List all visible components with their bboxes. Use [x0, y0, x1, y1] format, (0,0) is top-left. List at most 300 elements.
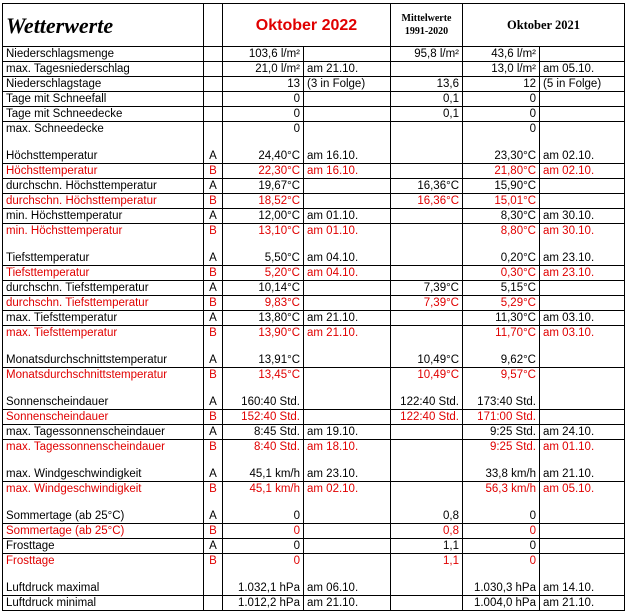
average-value [391, 149, 463, 164]
previous-note [540, 368, 625, 383]
row-label: Tiefsttemperatur [3, 251, 204, 266]
average-value [391, 326, 463, 341]
average-value [391, 122, 463, 137]
spacer-cell [391, 496, 463, 509]
spacer-row [3, 382, 625, 395]
row-label: Sommertage (ab 25°C) [3, 524, 204, 539]
spacer-cell [3, 238, 204, 251]
station-marker: B [204, 410, 223, 425]
average-value: 95,8 l/m² [391, 47, 463, 62]
spacer-cell [223, 568, 304, 581]
previous-note [540, 509, 625, 524]
previous-value: 0 [463, 524, 540, 539]
station-marker: A [204, 179, 223, 194]
data-row [3, 92, 625, 107]
station-marker: A [204, 395, 223, 410]
average-value [391, 164, 463, 179]
current-value: 1.032,1 hPa [223, 581, 304, 596]
row-label: Frosttage [3, 554, 204, 569]
spacer-cell [223, 496, 304, 509]
row-label: min. Höchsttemperatur [3, 224, 204, 239]
previous-value: 5,15°C [463, 281, 540, 296]
data-row [3, 77, 625, 92]
current-value: 8:40 Std. [223, 440, 304, 455]
previous-note: am 03.10. [540, 326, 625, 341]
spacer-cell [540, 496, 625, 509]
data-row [3, 482, 625, 497]
spacer-cell [463, 136, 540, 149]
previous-note [540, 410, 625, 425]
previous-note: am 02.10. [540, 149, 625, 164]
station-marker: B [204, 326, 223, 341]
current-note: am 01.10. [304, 209, 391, 224]
current-note: am 21.10. [304, 62, 391, 77]
previous-value: 15,90°C [463, 179, 540, 194]
previous-note [540, 554, 625, 569]
current-value: 9,83°C [223, 296, 304, 311]
previous-value: 33,8 km/h [463, 467, 540, 482]
header-station-cell [204, 4, 223, 47]
previous-value: 1.004,0 hPa [463, 596, 540, 611]
current-value: 21,0 l/m² [223, 62, 304, 77]
row-label: Tiefsttemperatur [3, 266, 204, 281]
spacer-cell [204, 238, 223, 251]
current-value: 103,6 l/m² [223, 47, 304, 62]
row-label: max. Tiefsttemperatur [3, 311, 204, 326]
spacer-cell [463, 238, 540, 251]
spacer-cell [304, 454, 391, 467]
current-value: 0 [223, 92, 304, 107]
spacer-cell [3, 340, 204, 353]
current-note: am 19.10. [304, 425, 391, 440]
previous-value: 12 [463, 77, 540, 92]
previous-value: 8,30°C [463, 209, 540, 224]
average-header-line2: 1991-2020 [404, 26, 449, 37]
average-value: 10,49°C [391, 368, 463, 383]
current-value: 19,67°C [223, 179, 304, 194]
station-marker: B [204, 164, 223, 179]
previous-note: am 05.10. [540, 482, 625, 497]
current-note [304, 296, 391, 311]
row-label: Niederschlagstage [3, 77, 204, 92]
average-value: 16,36°C [391, 194, 463, 209]
row-label: min. Höchsttemperatur [3, 209, 204, 224]
data-row [3, 539, 625, 554]
spacer-cell [304, 340, 391, 353]
spacer-cell [204, 136, 223, 149]
station-marker: A [204, 467, 223, 482]
row-label: max. Tagessonnenscheindauer [3, 425, 204, 440]
spacer-cell [540, 340, 625, 353]
current-note [304, 368, 391, 383]
data-row [3, 209, 625, 224]
previous-note: am 01.10. [540, 440, 625, 455]
previous-note: am 03.10. [540, 311, 625, 326]
spacer-cell [204, 568, 223, 581]
data-row [3, 122, 625, 137]
average-value [391, 311, 463, 326]
spacer-cell [223, 136, 304, 149]
current-note: am 06.10. [304, 581, 391, 596]
previous-value: 23,30°C [463, 149, 540, 164]
previous-note [540, 281, 625, 296]
average-value: 1,1 [391, 539, 463, 554]
previous-note: am 21.10. [540, 596, 625, 611]
average-value [391, 425, 463, 440]
previous-month-header: Oktober 2021 [463, 4, 625, 47]
average-value: 10,49°C [391, 353, 463, 368]
average-value: 122:40 Std. [391, 395, 463, 410]
station-marker: A [204, 539, 223, 554]
previous-note [540, 539, 625, 554]
current-value: 22,30°C [223, 164, 304, 179]
spacer-cell [463, 340, 540, 353]
average-value: 7,39°C [391, 281, 463, 296]
data-row [3, 440, 625, 455]
spacer-cell [304, 382, 391, 395]
average-value [391, 224, 463, 239]
average-value: 122:40 Std. [391, 410, 463, 425]
average-value [391, 596, 463, 611]
average-value: 1,1 [391, 554, 463, 569]
average-value [391, 581, 463, 596]
average-value [391, 209, 463, 224]
row-label: max. Tagessonnenscheindauer [3, 440, 204, 455]
row-label: Höchsttemperatur [3, 149, 204, 164]
spacer-cell [391, 340, 463, 353]
spacer-cell [540, 238, 625, 251]
previous-value: 0 [463, 122, 540, 137]
data-row [3, 47, 625, 62]
average-value: 0,1 [391, 107, 463, 122]
station-marker: B [204, 524, 223, 539]
spacer-row [3, 454, 625, 467]
average-header [391, 4, 463, 47]
current-note: am 23.10. [304, 467, 391, 482]
previous-note [540, 353, 625, 368]
current-note: am 21.10. [304, 311, 391, 326]
current-note [304, 122, 391, 137]
station-marker: B [204, 224, 223, 239]
current-value: 5,50°C [223, 251, 304, 266]
station-marker: B [204, 296, 223, 311]
spacer-cell [204, 340, 223, 353]
current-value: 152:40 Std. [223, 410, 304, 425]
previous-value: 13,0 l/m² [463, 62, 540, 77]
sheet-title: Wetterwerte [3, 4, 204, 47]
average-value [391, 482, 463, 497]
average-value [391, 251, 463, 266]
data-row [3, 281, 625, 296]
current-value: 160:40 Std. [223, 395, 304, 410]
previous-value: 171:00 Std. [463, 410, 540, 425]
spacer-cell [304, 136, 391, 149]
previous-note: am 05.10. [540, 62, 625, 77]
station-marker: A [204, 425, 223, 440]
spacer-cell [540, 136, 625, 149]
current-note: am 18.10. [304, 440, 391, 455]
current-value: 10,14°C [223, 281, 304, 296]
data-row [3, 368, 625, 383]
current-value: 13,80°C [223, 311, 304, 326]
current-value: 13,45°C [223, 368, 304, 383]
spacer-cell [223, 238, 304, 251]
previous-value: 9:25 Std. [463, 425, 540, 440]
average-value: 0,8 [391, 524, 463, 539]
previous-value: 0 [463, 92, 540, 107]
row-label: Sonnenscheindauer [3, 410, 204, 425]
row-label: Luftdruck maximal [3, 581, 204, 596]
average-value: 7,39°C [391, 296, 463, 311]
station-marker: A [204, 149, 223, 164]
previous-value: 8,80°C [463, 224, 540, 239]
previous-value: 0,30°C [463, 266, 540, 281]
previous-note: am 02.10. [540, 164, 625, 179]
current-value: 18,52°C [223, 194, 304, 209]
current-value: 13,10°C [223, 224, 304, 239]
station-marker: A [204, 311, 223, 326]
previous-value: 11,30°C [463, 311, 540, 326]
spacer-cell [204, 496, 223, 509]
previous-note: am 23.10. [540, 266, 625, 281]
average-value [391, 266, 463, 281]
row-label: max. Schneedecke [3, 122, 204, 137]
current-value: 5,20°C [223, 266, 304, 281]
station-marker [204, 581, 223, 596]
row-label: durchschn. Höchsttemperatur [3, 179, 204, 194]
current-note [304, 194, 391, 209]
previous-note [540, 122, 625, 137]
station-marker: B [204, 194, 223, 209]
spacer-row [3, 496, 625, 509]
previous-note [540, 92, 625, 107]
station-marker: A [204, 209, 223, 224]
spacer-cell [204, 454, 223, 467]
previous-value: 9,62°C [463, 353, 540, 368]
previous-value: 0 [463, 107, 540, 122]
row-label: Sonnenscheindauer [3, 395, 204, 410]
previous-value: 5,29°C [463, 296, 540, 311]
station-marker: A [204, 251, 223, 266]
previous-value: 9,57°C [463, 368, 540, 383]
station-marker [204, 62, 223, 77]
previous-note: am 30.10. [540, 224, 625, 239]
row-label: Sommertage (ab 25°C) [3, 509, 204, 524]
current-note [304, 353, 391, 368]
row-label: Monatsdurchschnittstemperatur [3, 353, 204, 368]
spacer-cell [540, 568, 625, 581]
row-label: Tage mit Schneedecke [3, 107, 204, 122]
data-row [3, 353, 625, 368]
current-note [304, 92, 391, 107]
previous-value: 11,70°C [463, 326, 540, 341]
row-label: durchschn. Tiefsttemperatur [3, 296, 204, 311]
current-value: 0 [223, 539, 304, 554]
average-value: 0,1 [391, 92, 463, 107]
spacer-cell [391, 136, 463, 149]
current-note [304, 47, 391, 62]
previous-note: am 23.10. [540, 251, 625, 266]
station-marker [204, 92, 223, 107]
row-label: max. Windgeschwindigkeit [3, 482, 204, 497]
previous-note [540, 47, 625, 62]
spacer-cell [223, 340, 304, 353]
current-value: 24,40°C [223, 149, 304, 164]
current-note: am 16.10. [304, 149, 391, 164]
current-value: 13 [223, 77, 304, 92]
current-value: 45,1 km/h [223, 482, 304, 497]
current-month-header: Oktober 2022 [223, 4, 391, 47]
previous-note: am 30.10. [540, 209, 625, 224]
previous-note: am 24.10. [540, 425, 625, 440]
current-value: 0 [223, 524, 304, 539]
data-row [3, 224, 625, 239]
current-note [304, 524, 391, 539]
current-value: 0 [223, 554, 304, 569]
spacer-cell [304, 238, 391, 251]
previous-note [540, 179, 625, 194]
spacer-cell [463, 454, 540, 467]
spacer-cell [540, 454, 625, 467]
station-marker: B [204, 368, 223, 383]
previous-note: am 14.10. [540, 581, 625, 596]
station-marker: B [204, 554, 223, 569]
data-row [3, 326, 625, 341]
station-marker: A [204, 509, 223, 524]
data-row [3, 410, 625, 425]
current-note [304, 107, 391, 122]
previous-value: 0,20°C [463, 251, 540, 266]
row-label: Frosttage [3, 539, 204, 554]
current-value: 0 [223, 107, 304, 122]
data-row [3, 179, 625, 194]
spacer-cell [3, 454, 204, 467]
spacer-cell [204, 382, 223, 395]
current-note [304, 410, 391, 425]
previous-note [540, 395, 625, 410]
row-label: durchschn. Tiefsttemperatur [3, 281, 204, 296]
previous-note: (5 in Folge) [540, 77, 625, 92]
row-label: durchschn. Höchsttemperatur [3, 194, 204, 209]
spacer-row [3, 568, 625, 581]
data-row [3, 194, 625, 209]
spacer-cell [463, 568, 540, 581]
data-row [3, 149, 625, 164]
data-row [3, 296, 625, 311]
previous-note [540, 194, 625, 209]
row-label: Niederschlagsmenge [3, 47, 204, 62]
current-value: 8:45 Std. [223, 425, 304, 440]
current-note [304, 554, 391, 569]
current-note [304, 179, 391, 194]
current-note: am 21.10. [304, 326, 391, 341]
current-value: 13,90°C [223, 326, 304, 341]
weather-table [2, 3, 625, 611]
average-value [391, 467, 463, 482]
average-header-line1: Mittelwerte [401, 13, 452, 24]
data-row [3, 164, 625, 179]
station-marker: B [204, 440, 223, 455]
spacer-cell [391, 238, 463, 251]
average-value [391, 440, 463, 455]
current-value: 1.012,2 hPa [223, 596, 304, 611]
previous-value: 0 [463, 554, 540, 569]
data-row [3, 395, 625, 410]
station-marker [204, 596, 223, 611]
current-note: am 02.10. [304, 482, 391, 497]
row-label: max. Tagesniederschlag [3, 62, 204, 77]
previous-value: 21,80°C [463, 164, 540, 179]
data-row [3, 266, 625, 281]
row-label: Tage mit Schneefall [3, 92, 204, 107]
previous-note [540, 296, 625, 311]
current-note: (3 in Folge) [304, 77, 391, 92]
previous-value: 9:25 Std. [463, 440, 540, 455]
current-value: 0 [223, 122, 304, 137]
previous-note [540, 107, 625, 122]
current-note: am 21.10. [304, 596, 391, 611]
spacer-cell [3, 382, 204, 395]
current-value: 13,91°C [223, 353, 304, 368]
previous-note [540, 524, 625, 539]
data-row [3, 467, 625, 482]
station-marker [204, 107, 223, 122]
data-row [3, 425, 625, 440]
spacer-row [3, 238, 625, 251]
row-label: max. Windgeschwindigkeit [3, 467, 204, 482]
row-label: Luftdruck minimal [3, 596, 204, 611]
average-value: 0,8 [391, 509, 463, 524]
station-marker: A [204, 353, 223, 368]
spacer-cell [463, 382, 540, 395]
spacer-cell [223, 454, 304, 467]
average-value [391, 62, 463, 77]
data-row [3, 509, 625, 524]
data-row [3, 251, 625, 266]
previous-value: 15,01°C [463, 194, 540, 209]
data-row [3, 554, 625, 569]
spacer-cell [391, 568, 463, 581]
current-note [304, 539, 391, 554]
data-row [3, 596, 625, 611]
station-marker: B [204, 266, 223, 281]
data-row [3, 62, 625, 77]
current-note [304, 395, 391, 410]
average-value: 13,6 [391, 77, 463, 92]
row-label: Monatsdurchschnittstemperatur [3, 368, 204, 383]
previous-note: am 21.10. [540, 467, 625, 482]
current-note [304, 281, 391, 296]
spacer-cell [391, 382, 463, 395]
current-note [304, 509, 391, 524]
spacer-cell [304, 568, 391, 581]
current-note: am 04.10. [304, 266, 391, 281]
spacer-row [3, 340, 625, 353]
spacer-cell [3, 496, 204, 509]
spacer-cell [391, 454, 463, 467]
data-row [3, 107, 625, 122]
spacer-cell [463, 496, 540, 509]
row-label: max. Tiefsttemperatur [3, 326, 204, 341]
spacer-cell [540, 382, 625, 395]
station-marker [204, 122, 223, 137]
data-row [3, 581, 625, 596]
data-row [3, 311, 625, 326]
current-note: am 01.10. [304, 224, 391, 239]
previous-value: 56,3 km/h [463, 482, 540, 497]
current-note: am 16.10. [304, 164, 391, 179]
header-row [3, 4, 625, 47]
